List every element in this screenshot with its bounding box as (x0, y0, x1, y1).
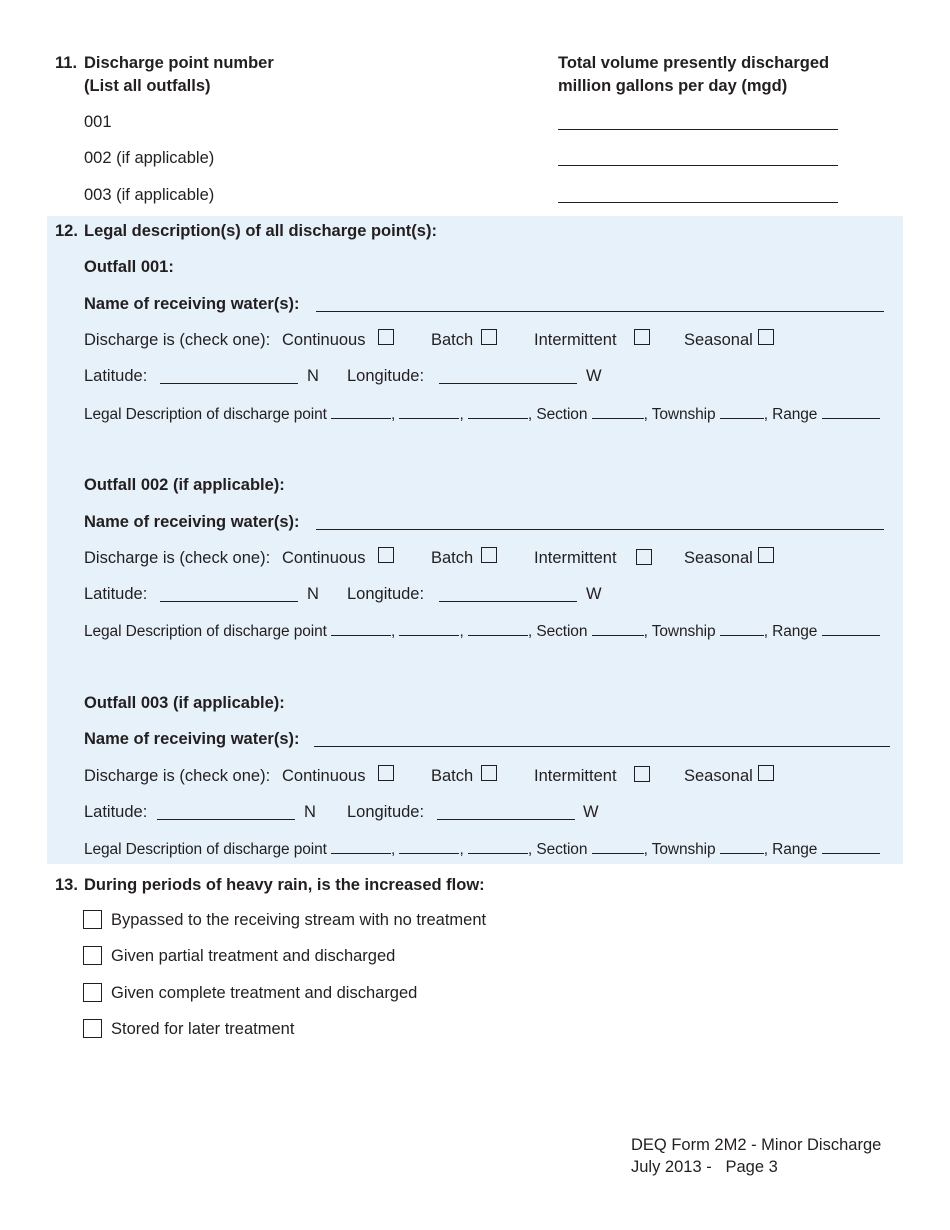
outfall-001-longitude-label: Longitude: (347, 367, 425, 385)
outfall-003-receiving-label: Name of receiving water(s): (84, 730, 300, 748)
q11-number: 11. (55, 54, 78, 72)
q11-row-001-volume-field[interactable] (558, 129, 838, 130)
footer-date-page: July 2013 - Page 3 (631, 1158, 778, 1176)
outfall-002-legal-quarter-1-field[interactable] (331, 621, 391, 636)
outfall-003-latitude-field[interactable] (157, 819, 295, 820)
q11-row-002-volume-field[interactable] (558, 165, 838, 166)
q13-option-bypassed-checkbox[interactable] (83, 910, 102, 929)
range-label: , Range (763, 406, 818, 423)
outfall-003-seasonal-label: Seasonal (684, 767, 753, 785)
outfall-002-legal-quarter-2-field[interactable] (399, 621, 459, 636)
outfall-003-intermittent-label: Intermittent (534, 767, 617, 785)
q13-option-partial-checkbox[interactable] (83, 946, 102, 965)
q11-volume-title: Total volume presently discharged (558, 54, 830, 72)
q13-option-stored-label: Stored for later treatment (111, 1020, 295, 1038)
outfall-003-receiving-field[interactable] (314, 746, 890, 747)
outfall-001-batch-label: Batch (431, 331, 474, 349)
outfall-001-legal-quarter-2-field[interactable] (399, 404, 459, 419)
q13-number: 13. (55, 876, 78, 894)
q13-option-complete-checkbox[interactable] (83, 983, 102, 1002)
outfall-001-seasonal-label: Seasonal (684, 331, 753, 349)
q11-volume-subtitle: million gallons per day (mgd) (558, 77, 788, 95)
comma: , (391, 623, 396, 640)
outfall-003-longitude-label: Longitude: (347, 803, 425, 821)
outfall-002-longitude-label: Longitude: (347, 585, 425, 603)
outfall-002-legal-quarter-3-field[interactable] (468, 621, 528, 636)
q11-row-003-label: 003 (if applicable) (84, 186, 215, 204)
outfall-003-batch-label: Batch (431, 767, 474, 785)
outfall-001-batch-checkbox[interactable] (481, 329, 497, 345)
comma: , (391, 841, 396, 858)
comma: , (459, 841, 464, 858)
outfall-001-legal-quarter-1-field[interactable] (331, 404, 391, 419)
outfall-002-township-field[interactable] (720, 621, 764, 636)
outfall-002-continuous-label: Continuous (282, 549, 366, 567)
outfall-001-latitude-field[interactable] (160, 383, 298, 384)
outfall-003-section-field[interactable] (592, 839, 644, 854)
township-label: , Township (643, 623, 716, 640)
section-label: , Section (527, 406, 588, 423)
outfall-001-intermittent-checkbox[interactable] (634, 329, 650, 345)
outfall-002-seasonal-checkbox[interactable] (758, 547, 774, 563)
q11-row-001-label: 001 (84, 113, 112, 131)
outfall-001-legal-quarter-3-field[interactable] (468, 404, 528, 419)
outfall-001-longitude-field[interactable] (439, 383, 577, 384)
outfall-003-continuous-checkbox[interactable] (378, 765, 394, 781)
outfall-001-continuous-checkbox[interactable] (378, 329, 394, 345)
outfall-003-latitude-label: Latitude: (84, 803, 148, 821)
outfall-002-range-field[interactable] (822, 621, 880, 636)
outfall-002-w-label: W (586, 585, 602, 603)
q13-option-stored-checkbox[interactable] (83, 1019, 102, 1038)
outfall-002-seasonal-label: Seasonal (684, 549, 753, 567)
outfall-001-discharge-label: Discharge is (check one): (84, 331, 271, 349)
footer-form-name: DEQ Form 2M2 - Minor Discharge (631, 1136, 882, 1154)
q13-option-partial-label: Given partial treatment and discharged (111, 947, 396, 965)
outfall-001-continuous-label: Continuous (282, 331, 366, 349)
outfall-002-receiving-field[interactable] (316, 529, 884, 530)
outfall-003-range-field[interactable] (822, 839, 880, 854)
comma: , (459, 406, 464, 423)
range-label: , Range (763, 623, 818, 640)
q12-title: Legal description(s) of all discharge point(s): (84, 222, 437, 240)
outfall-002-section-field[interactable] (592, 621, 644, 636)
comma: , (391, 406, 396, 423)
township-label: , Township (643, 406, 716, 423)
outfall-001-receiving-field[interactable] (316, 311, 884, 312)
outfall-002-title: Outfall 002 (if applicable): (84, 476, 285, 494)
outfall-003-legal-description (84, 839, 880, 859)
outfall-001-legal-label: Legal Description of discharge point (84, 406, 327, 423)
outfall-001-range-field[interactable] (822, 404, 880, 419)
outfall-002-legal-description (84, 621, 880, 641)
outfall-003-discharge-label: Discharge is (check one): (84, 767, 271, 785)
section-label: , Section (527, 841, 588, 858)
q13-title: During periods of heavy rain, is the increased flow: (84, 876, 485, 894)
outfall-003-intermittent-checkbox[interactable] (634, 766, 650, 782)
outfall-003-legal-label: Legal Description of discharge point (84, 841, 327, 858)
outfall-001-latitude-label: Latitude: (84, 367, 148, 385)
q11-row-002-label: 002 (if applicable) (84, 149, 215, 167)
q11-subtitle: (List all outfalls) (84, 77, 211, 95)
outfall-003-title: Outfall 003 (if applicable): (84, 694, 285, 712)
outfall-003-legal-quarter-3-field[interactable] (468, 839, 528, 854)
outfall-002-discharge-label: Discharge is (check one): (84, 549, 271, 567)
outfall-001-section-field[interactable] (592, 404, 644, 419)
outfall-002-intermittent-label: Intermittent (534, 549, 617, 567)
outfall-001-intermittent-label: Intermittent (534, 331, 617, 349)
outfall-003-n-label: N (304, 803, 316, 821)
outfall-003-batch-checkbox[interactable] (481, 765, 497, 781)
outfall-003-w-label: W (583, 803, 599, 821)
q11-row-003-volume-field[interactable] (558, 202, 838, 203)
outfall-003-continuous-label: Continuous (282, 767, 366, 785)
outfall-002-latitude-field[interactable] (160, 601, 298, 602)
outfall-001-receiving-label: Name of receiving water(s): (84, 295, 300, 313)
outfall-003-township-field[interactable] (720, 839, 764, 854)
outfall-003-longitude-field[interactable] (437, 819, 575, 820)
outfall-001-legal-description (84, 404, 880, 424)
section-label: , Section (527, 623, 588, 640)
outfall-001-seasonal-checkbox[interactable] (758, 329, 774, 345)
outfall-003-legal-quarter-1-field[interactable] (331, 839, 391, 854)
comma: , (459, 623, 464, 640)
township-label: , Township (643, 841, 716, 858)
q13-option-bypassed-label: Bypassed to the receiving stream with no treatment (111, 911, 487, 929)
outfall-002-batch-label: Batch (431, 549, 474, 567)
outfall-001-township-field[interactable] (720, 404, 764, 419)
outfall-002-intermittent-checkbox[interactable] (636, 549, 652, 565)
outfall-002-longitude-field[interactable] (439, 601, 577, 602)
q12-number: 12. (55, 222, 78, 240)
q13-option-complete-label: Given complete treatment and discharged (111, 984, 418, 1002)
outfall-002-legal-label: Legal Description of discharge point (84, 623, 327, 640)
outfall-001-title: Outfall 001: (84, 258, 174, 276)
outfall-002-receiving-label: Name of receiving water(s): (84, 513, 300, 531)
outfall-002-batch-checkbox[interactable] (481, 547, 497, 563)
outfall-001-w-label: W (586, 367, 602, 385)
outfall-002-latitude-label: Latitude: (84, 585, 148, 603)
outfall-002-continuous-checkbox[interactable] (378, 547, 394, 563)
outfall-001-n-label: N (307, 367, 319, 385)
range-label: , Range (763, 841, 818, 858)
q11-title: Discharge point number (84, 54, 274, 72)
outfall-003-seasonal-checkbox[interactable] (758, 765, 774, 781)
outfall-003-legal-quarter-2-field[interactable] (399, 839, 459, 854)
outfall-002-n-label: N (307, 585, 319, 603)
